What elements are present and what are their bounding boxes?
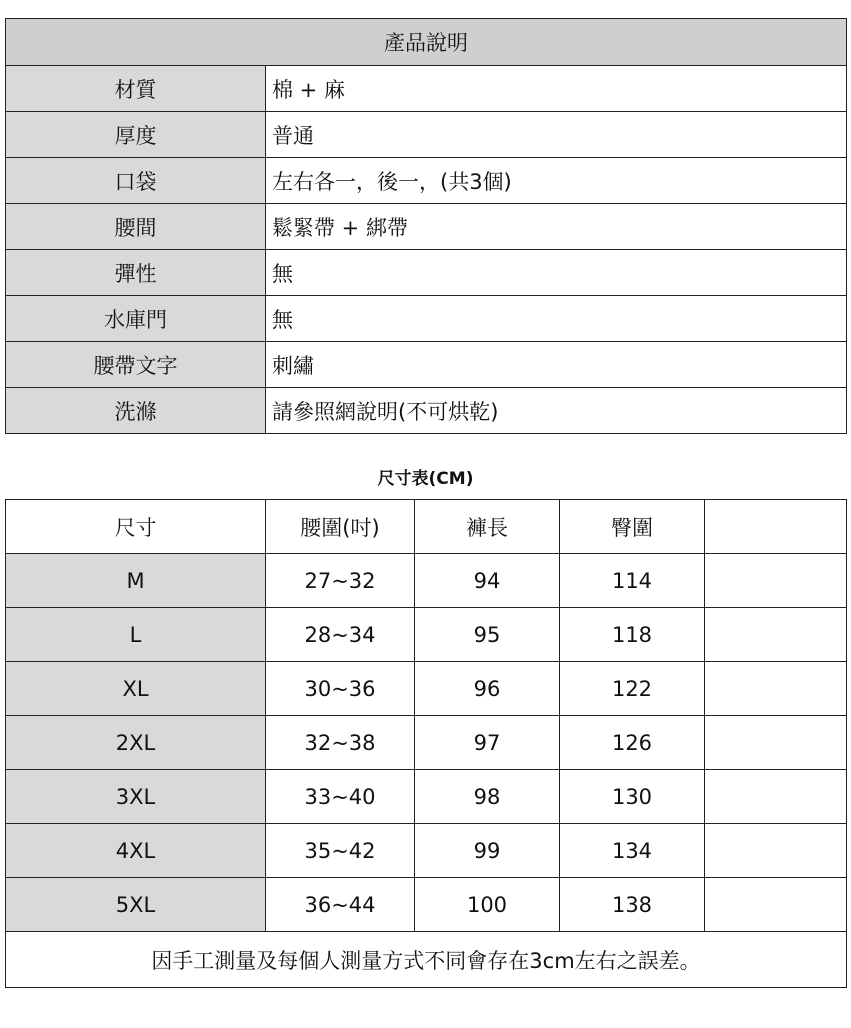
spec-label: 腰間 (6, 204, 266, 250)
spec-row (6, 342, 847, 388)
size-cell: 126 (560, 716, 705, 770)
size-cell: 98 (415, 770, 560, 824)
size-row (6, 662, 847, 716)
size-cell (705, 662, 847, 716)
product-spec-table (5, 18, 847, 434)
size-cell: 95 (415, 608, 560, 662)
spec-label: 腰帶文字 (6, 342, 266, 388)
size-row (6, 878, 847, 932)
size-row (6, 770, 847, 824)
size-cell: 94 (415, 554, 560, 608)
spec-label: 厚度 (6, 112, 266, 158)
size-cell: 28~34 (266, 608, 415, 662)
size-cell: 114 (560, 554, 705, 608)
spec-label: 水庫門 (6, 296, 266, 342)
size-cell: 100 (415, 878, 560, 932)
spec-value: 左右各一，後一，(共3個) (266, 158, 847, 204)
size-cell: 122 (560, 662, 705, 716)
size-header-cell (705, 500, 847, 554)
size-cell (705, 554, 847, 608)
size-row (6, 716, 847, 770)
size-label-cell: M (6, 554, 266, 608)
spec-value: 請參照網說明(不可烘乾) (266, 388, 847, 434)
size-header-row (6, 500, 847, 554)
size-header-cell: 臀圍 (560, 500, 705, 554)
spec-value: 普通 (266, 112, 847, 158)
size-chart-table (5, 499, 847, 988)
spec-value: 無 (266, 250, 847, 296)
size-cell: 130 (560, 770, 705, 824)
spec-label: 材質 (6, 66, 266, 112)
size-cell: 134 (560, 824, 705, 878)
spec-value: 鬆緊帶 + 綁帶 (266, 204, 847, 250)
size-cell: 32~38 (266, 716, 415, 770)
measurement-note: 因手工測量及每個人測量方式不同會存在3cm左右之誤差。 (6, 932, 847, 988)
size-chart-title: 尺寸表(CM) (377, 469, 474, 489)
size-cell (705, 824, 847, 878)
spec-value: 棉 + 麻 (266, 66, 847, 112)
size-row (6, 824, 847, 878)
size-cell (705, 878, 847, 932)
spec-header-row (6, 19, 847, 66)
spec-label: 彈性 (6, 250, 266, 296)
size-header-cell: 腰圍(吋) (266, 500, 415, 554)
size-cell (705, 716, 847, 770)
spec-row (6, 112, 847, 158)
spec-row (6, 66, 847, 112)
size-cell: 99 (415, 824, 560, 878)
size-cell: 30~36 (266, 662, 415, 716)
size-row (6, 608, 847, 662)
size-cell: 27~32 (266, 554, 415, 608)
size-cell: 36~44 (266, 878, 415, 932)
size-header-cell: 尺寸 (6, 500, 266, 554)
size-label-cell: 4XL (6, 824, 266, 878)
size-cell: 138 (560, 878, 705, 932)
size-label-cell: XL (6, 662, 266, 716)
spec-row (6, 250, 847, 296)
spec-row (6, 204, 847, 250)
size-label-cell: L (6, 608, 266, 662)
spec-title: 產品說明 (6, 19, 847, 66)
size-cell: 118 (560, 608, 705, 662)
size-note-row (6, 932, 847, 988)
spec-label: 洗滌 (6, 388, 266, 434)
spec-row (6, 388, 847, 434)
size-header-cell: 褲長 (415, 500, 560, 554)
size-label-cell: 2XL (6, 716, 266, 770)
size-label-cell: 5XL (6, 878, 266, 932)
spec-label: 口袋 (6, 158, 266, 204)
size-row (6, 554, 847, 608)
size-cell: 96 (415, 662, 560, 716)
spec-row (6, 158, 847, 204)
size-cell: 35~42 (266, 824, 415, 878)
size-label-cell: 3XL (6, 770, 266, 824)
spec-value: 刺繡 (266, 342, 847, 388)
spec-row (6, 296, 847, 342)
spec-value: 無 (266, 296, 847, 342)
size-cell: 97 (415, 716, 560, 770)
size-cell: 33~40 (266, 770, 415, 824)
size-cell (705, 608, 847, 662)
size-cell (705, 770, 847, 824)
